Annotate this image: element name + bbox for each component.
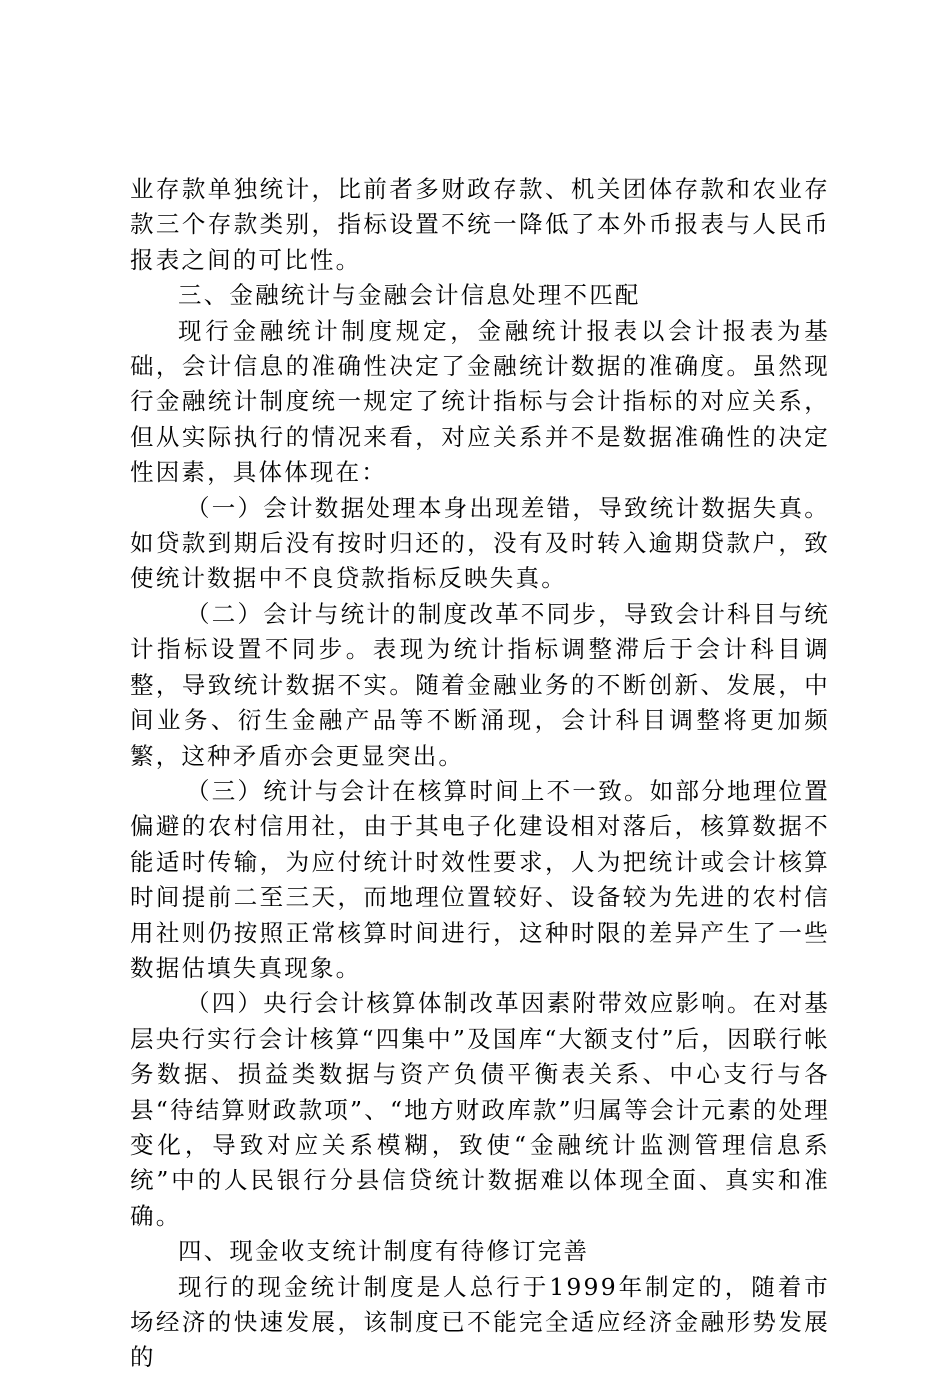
paragraph-item-2: （二）会计与统计的制度改革不同步，导致会计科目与统计指标设置不同步。表现为统计指标调整滞后于会计科目调整，导致统计数据不实。随着金融业务的不断创新、发展，中间业务、衍生金融产品等不断涌现，会计科目调整将更加频繁，这种矛盾亦会更显突出。: [130, 599, 830, 770]
paragraph-item-3: （三）统计与会计在核算时间上不一致。如部分地理位置偏避的农村信用社，由于其电子化建设相对落后，核算数据不能适时传输，为应付统计时效性要求，人为把统计或会计核算时间提前二至三天，而地理位置较好、设备较为先进的农村信用社则仍按照正常核算时间进行，这种时限的差异产生了一些数据估填失真现象。: [130, 776, 830, 982]
paragraph-body: 现行的现金统计制度是人总行于1999年制定的，随着市场经济的快速发展，该制度已不能完全适应经济金融形势发展的: [130, 1272, 830, 1372]
paragraph-body: 现行金融统计制度规定，金融统计报表以会计报表为基础，会计信息的准确性决定了金融统计数据的准确度。虽然现行金融统计制度统一规定了统计指标与会计指标的对应关系，但从实际执行的情况来看，对应关系并不是数据准确性的决定性因素，具体体现在：: [130, 316, 830, 487]
document-body: [130, 172, 830, 1376]
paragraph-continuation: 业存款单独统计，比前者多财政存款、机关团体存款和农业存款三个存款类别，指标设置不统一降低了本外币报表与人民币报表之间的可比性。: [130, 175, 830, 274]
section-heading-3: 三、金融统计与金融会计信息处理不匹配: [178, 281, 641, 310]
paragraph-item-1: （一）会计数据处理本身出现差错，导致统计数据失真。如贷款到期后没有按时归还的，没有及时转入逾期贷款户，致使统计数据中不良贷款指标反映失真。: [130, 493, 830, 593]
section-heading-4: 四、现金收支统计制度有待修订完善: [178, 1237, 590, 1266]
paragraph-item-4: （四）央行会计核算体制改革因素附带效应影响。在对基层央行实行会计核算“四集中”及国库“大额支付”后，因联行帐务数据、损益类数据与资产负债平衡表关系、中心支行与各县“待结算财政款项”、“地方财政库款”归属等会计元素的处理变化，导致对应关系模糊，致使“金融统计监测管理信息系统”中的人民银行分县信贷统计数据难以体现全面、真实和准确。: [130, 989, 830, 1230]
